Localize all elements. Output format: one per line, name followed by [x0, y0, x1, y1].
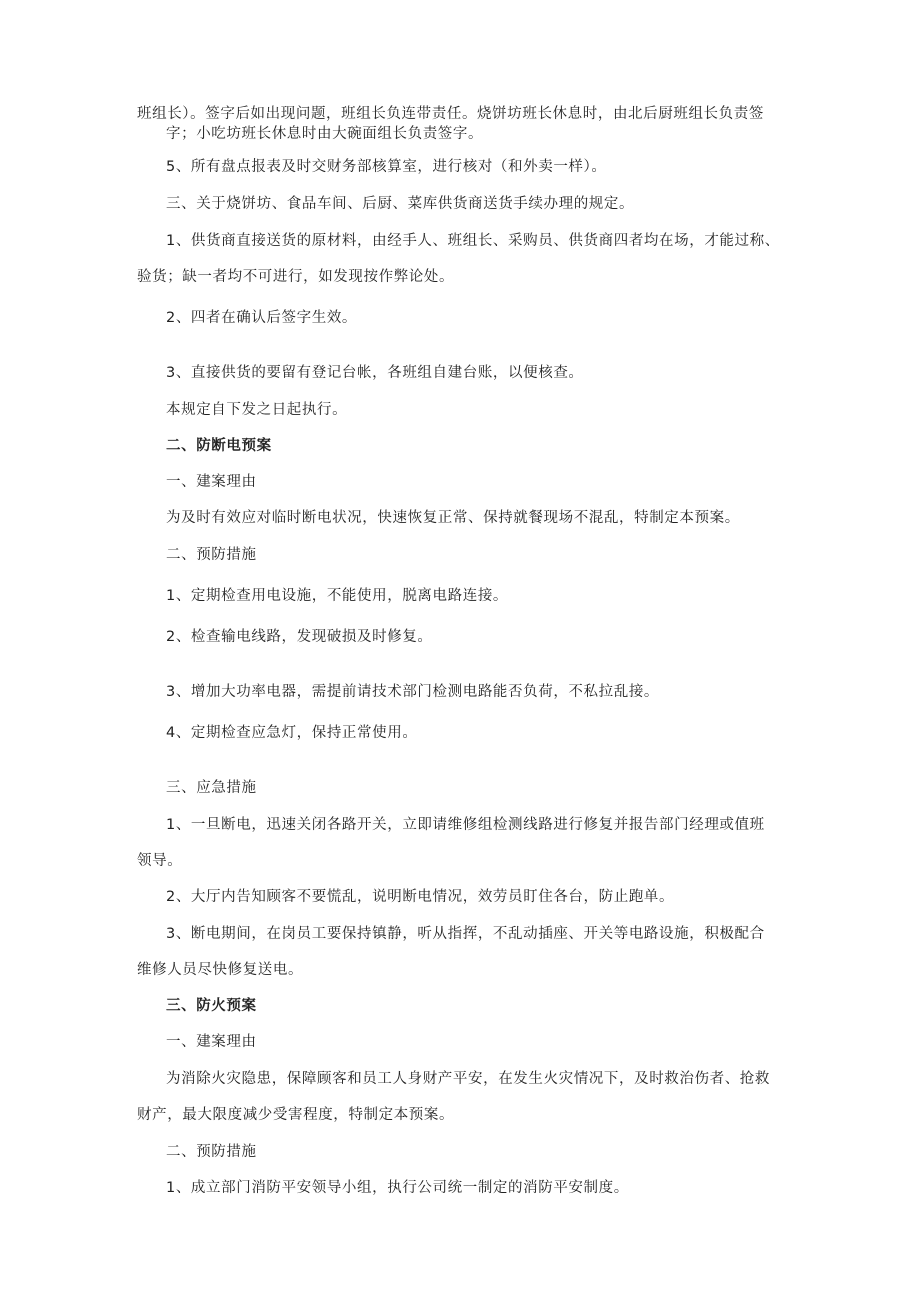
- paragraph-line: 为及时有效应对临时断电状况，快速恢复正常、保持就餐现场不混乱，特制定本预案。: [166, 510, 740, 526]
- subsection-heading: 一、建案理由: [166, 1034, 257, 1050]
- paragraph-line: 财产，最大限度减少受害程度，特制定本预案。: [137, 1107, 455, 1123]
- paragraph-line: 字；小吃坊班长休息时由大碗面组长负责签字。: [166, 126, 484, 142]
- paragraph-line: 1、一旦断电，迅速关闭各路开关，立即请维修组检测线路进行修复并报告部门经理或值班: [166, 817, 765, 833]
- paragraph-line: 3、断电期间，在岗员工要保持镇静，听从指挥，不乱动插座、开关等电路设施，积极配合: [166, 926, 765, 942]
- subsection-heading: 二、预防措施: [166, 547, 257, 563]
- section-heading: 三、防火预案: [166, 998, 257, 1014]
- paragraph-line: 为消除火灾隐患，保障顾客和员工人身财产平安，在发生火灾情况下，及时救治伤者、抢救: [166, 1071, 770, 1087]
- paragraph-line: 2、大厅内告知顾客不要慌乱，说明断电情况，效劳员盯住各台，防止跑单。: [166, 889, 675, 905]
- paragraph-line: 2、检查输电线路，发现破损及时修复。: [166, 629, 433, 645]
- subsection-heading: 一、建案理由: [166, 474, 257, 490]
- paragraph-line: 本规定自下发之日起执行。: [166, 402, 348, 418]
- paragraph-line: 2、四者在确认后签字生效。: [166, 310, 358, 326]
- subsection-heading: 二、预防措施: [166, 1144, 257, 1160]
- paragraph-line: 3、直接供货的要留有登记台帐，各班组自建台账，以便核查。: [166, 365, 584, 381]
- paragraph-line: 维修人员尽快修复送电。: [137, 962, 304, 978]
- paragraph-line: 1、供货商直接送货的原材料，由经手人、班组长、采购员、供货商四者均在场，才能过称、: [166, 233, 780, 249]
- paragraph-line: 领导。: [137, 853, 183, 869]
- paragraph-line: 三、关于烧饼坊、食品车间、后厨、菜库供货商送货手续办理的规定。: [166, 196, 635, 212]
- paragraph-line: 1、成立部门消防平安领导小组，执行公司统一制定的消防平安制度。: [166, 1180, 629, 1196]
- paragraph-line: 3、增加大功率电器，需提前请技术部门检测电路能否负荷，不私拉乱接。: [166, 684, 660, 700]
- paragraph-line: 4、定期检查应急灯，保持正常使用。: [166, 725, 418, 741]
- subsection-heading: 三、应急措施: [166, 780, 257, 796]
- paragraph-line: 1、定期检查用电设施，不能使用，脱离电路连接。: [166, 588, 509, 604]
- paragraph-line: 5、所有盘点报表及时交财务部核算室，进行核对（和外卖一样）。: [166, 159, 607, 175]
- paragraph-line: 班组长）。签字后如出现问题，班组长负连带责任。烧饼坊班长休息时，由北后厨班组长负责签: [137, 106, 764, 122]
- paragraph-line: 验货；缺一者均不可进行，如发现按作弊论处。: [137, 269, 455, 285]
- section-heading: 二、防断电预案: [166, 438, 272, 454]
